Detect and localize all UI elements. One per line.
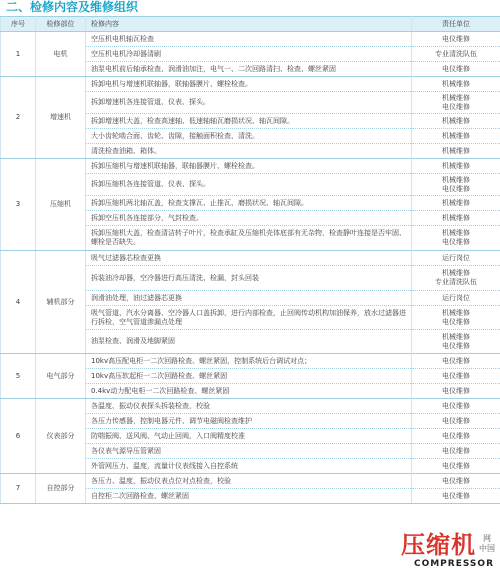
cell-unit: 电仪维修 <box>412 32 500 47</box>
cell-content: 10kv高压软起柜一二次回路检查、螺丝紧固 <box>86 369 412 384</box>
cell-content: 各仪表气源导压管紧固 <box>86 444 412 459</box>
cell-unit: 电仪维修 <box>412 489 500 504</box>
table-row <box>1 77 500 92</box>
cell-content: 0.4kv动力配电柜一二次回路检查、螺丝紧固 <box>86 384 412 399</box>
cell-unit: 机械维修 专业清洗队伍 <box>412 266 500 291</box>
cell-content: 清洗检查油箱、箱体。 <box>86 144 412 159</box>
cell-content: 外管网压力、温度，流量计仪表线接入自控系统 <box>86 459 412 474</box>
cell-part: 仪表部分 <box>36 399 86 474</box>
cell-no: 1 <box>1 32 36 77</box>
cell-unit: 机械维修 <box>412 114 500 129</box>
header-unit: 责任单位 <box>412 17 500 32</box>
cell-content: 拆卸压缩机两北轴瓦盖，检查支撑瓦、止推瓦、磨损状况、轴瓦间隙。 <box>86 196 412 211</box>
cell-unit: 机械维修 电仪维修 <box>412 330 500 354</box>
cell-unit: 电仪维修 <box>412 354 500 369</box>
table-body <box>1 32 500 504</box>
cell-content: 各压力、温度，振动仪表点位对点检查，校验 <box>86 474 412 489</box>
table-row <box>1 354 500 369</box>
cell-no: 7 <box>1 474 36 504</box>
cell-part: 增速机 <box>36 77 86 159</box>
cell-unit: 机械维修 <box>412 211 500 226</box>
cell-content: 10kv高压配电柜一二次回路检查、螺丝紧固，控制系统后台调试对点； <box>86 354 412 369</box>
table-row <box>1 159 500 174</box>
cell-unit: 电仪维修 <box>412 429 500 444</box>
cell-unit: 机械维修 电仪维修 <box>412 174 500 196</box>
cell-content: 拆卸压缩机大盖，检查清洁转子叶片，检查承缸及压缩机壳体底部有无杂物，检查静叶连接是否牢固、螺栓是否缺失。 <box>86 226 412 251</box>
cell-content: 拆卸压缩机与增速机联轴器，联轴器膜片、螺栓检查。 <box>86 159 412 174</box>
cell-content: 各温度、振动仪表探头拆装检查，校验 <box>86 399 412 414</box>
cell-content: 拆卸空压机各连接部分，气封检查。 <box>86 211 412 226</box>
cell-content: 拆卸电机与增速机联轴器，联轴器膜片、螺栓检查。 <box>86 77 412 92</box>
cell-content: 吸气管道、汽水分离器、空冷器人口盖拆卸，进行内部检查，止回阀传动机构加油保养，放水过滤器进行拆检，空气管道渗漏点处理 <box>86 306 412 330</box>
cell-content: 拆装油冷却器，空冷器进行高压清洗、检漏，封头回装 <box>86 266 412 291</box>
table-header-row <box>1 17 500 32</box>
cell-unit: 机械维修 电仪维修 <box>412 92 500 114</box>
cell-no: 4 <box>1 251 36 354</box>
watermark-sub: COMPRESSOR <box>413 559 494 569</box>
cell-no: 6 <box>1 399 36 474</box>
cell-part: 电气部分 <box>36 354 86 399</box>
cell-content: 空压机电机轴瓦检查 <box>86 32 412 47</box>
cell-unit: 电仪维修 <box>412 474 500 489</box>
cell-unit: 机械维修 电仪维修 <box>412 306 500 330</box>
cell-part: 电机 <box>36 32 86 77</box>
header-no: 序号 <box>1 17 36 32</box>
cell-content: 自控柜二次回路检查、螺丝紧固 <box>86 489 412 504</box>
table-row <box>1 251 500 266</box>
cell-content: 各压力传感器，控制电器元件、调节电磁阀检查维护 <box>86 414 412 429</box>
cell-content: 防喘振阀、送风阀、气动止回阀，入口阀精度校准 <box>86 429 412 444</box>
cell-unit: 电仪维修 <box>412 399 500 414</box>
cell-unit: 机械维修 <box>412 144 500 159</box>
cell-content: 吸气过滤器芯检查更换 <box>86 251 412 266</box>
watermark-side: 网 中国 <box>479 534 495 553</box>
cell-content: 油泵电机前后轴承检查、润滑油加注，电气一、二次回路清扫、检查、螺丝紧固 <box>86 62 412 77</box>
cell-content: 油泵检查、润滑及地脚紧固 <box>86 330 412 354</box>
header-part: 检修部位 <box>36 17 86 32</box>
cell-content: 润滑油处理，油过滤器芯更换 <box>86 291 412 306</box>
cell-unit: 电仪维修 <box>412 444 500 459</box>
cell-no: 5 <box>1 354 36 399</box>
cell-content: 拆卸增速机各连接管道、仪表、探头。 <box>86 92 412 114</box>
table-row <box>1 474 500 489</box>
cell-content: 大小齿轮啮合面、齿轮、齿隙，接触面积检查、清洗。 <box>86 129 412 144</box>
cell-unit: 电仪维修 <box>412 384 500 399</box>
cell-content: 空压机电机冷却器清刷 <box>86 47 412 62</box>
cell-content: 拆卸压缩机各连接管道、仪表、探头。 <box>86 174 412 196</box>
header-content: 检修内容 <box>86 17 412 32</box>
cell-unit: 机械维修 <box>412 77 500 92</box>
watermark-main: 压缩机 <box>401 531 476 559</box>
watermark-logo <box>386 532 498 572</box>
cell-unit: 机械维修 电仪维修 <box>412 226 500 251</box>
cell-unit: 机械维修 <box>412 129 500 144</box>
cell-part: 辅机部分 <box>36 251 86 354</box>
maintenance-table <box>0 16 500 504</box>
cell-unit: 专业清洗队伍 <box>412 47 500 62</box>
cell-unit: 电仪维修 <box>412 62 500 77</box>
table-row <box>1 32 500 47</box>
cell-unit: 运行岗位 <box>412 291 500 306</box>
cell-part: 自控部分 <box>36 474 86 504</box>
cell-unit: 电仪维修 <box>412 459 500 474</box>
cell-content: 拆卸增速机大盖，检查高速轴、低速轴轴瓦磨损状况、轴瓦间隙。 <box>86 114 412 129</box>
cell-unit: 机械维修 <box>412 159 500 174</box>
cell-unit: 电仪维修 <box>412 369 500 384</box>
page-title: 二、检修内容及维修组织 <box>6 0 139 14</box>
cell-no: 2 <box>1 77 36 159</box>
cell-unit: 运行岗位 <box>412 251 500 266</box>
cell-part: 压缩机 <box>36 159 86 251</box>
cell-unit: 电仪维修 <box>412 414 500 429</box>
table-row <box>1 399 500 414</box>
cell-no: 3 <box>1 159 36 251</box>
cell-unit: 机械维修 <box>412 196 500 211</box>
